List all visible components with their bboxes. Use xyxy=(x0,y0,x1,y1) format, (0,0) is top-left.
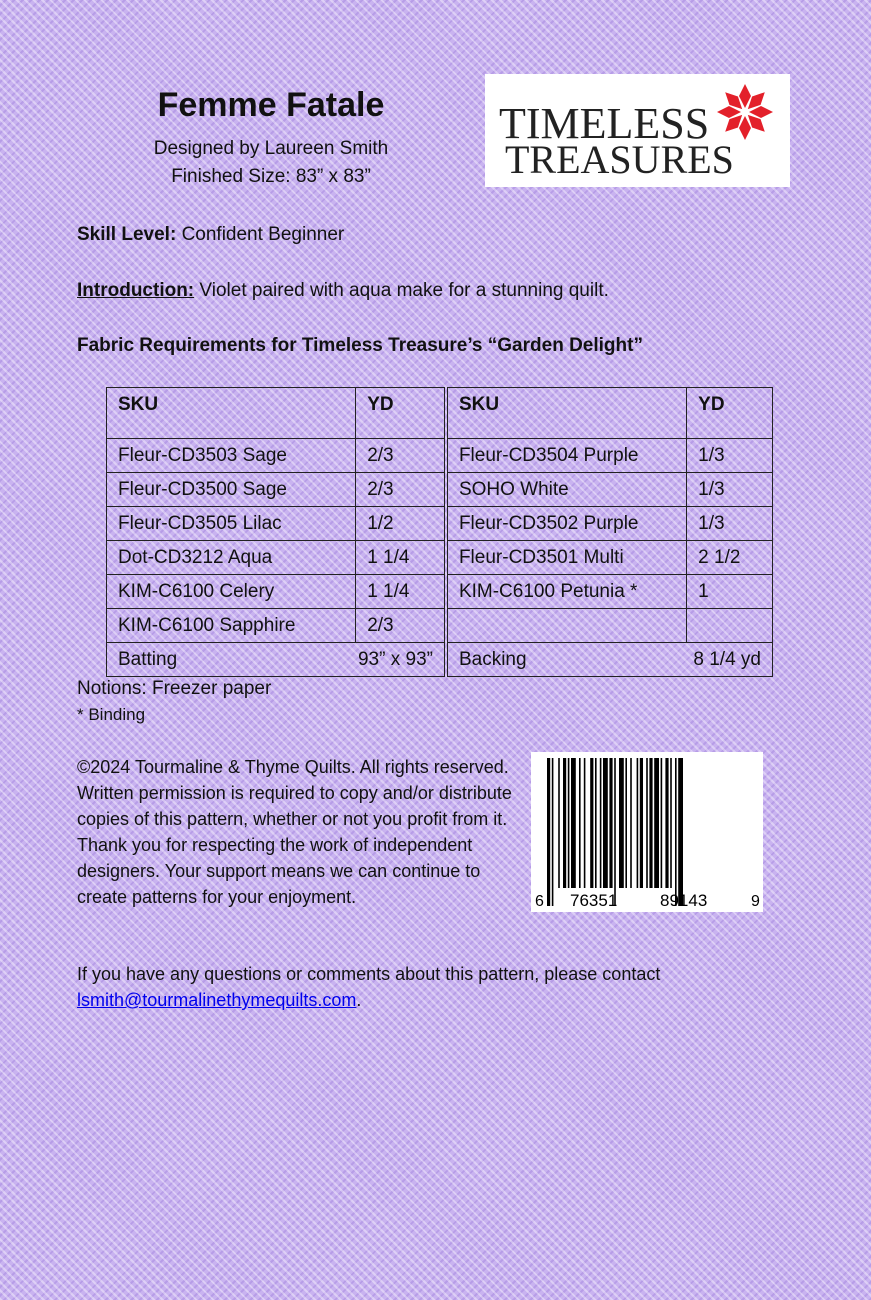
left-yd: 1 1/4 xyxy=(356,541,445,575)
left-yd: 1 1/4 xyxy=(356,575,445,609)
finished-size: Finished Size: 83” x 83” xyxy=(171,166,371,187)
fabric-heading: Fabric Requirements for Timeless Treasure’s “Garden Delight” xyxy=(77,335,643,356)
table-header-row xyxy=(107,388,773,439)
star-icon xyxy=(715,82,775,142)
header-sku-left: SKU xyxy=(107,388,356,439)
email-link[interactable]: lsmith@tourmalinethymequilts.com xyxy=(77,990,357,1010)
skill-label: Skill Level: xyxy=(77,224,177,245)
backing-value: 8 1/4 yd xyxy=(693,648,761,670)
header-yd-right: YD xyxy=(687,388,773,439)
intro-label: Introduction: xyxy=(77,280,195,301)
pattern-title: Femme Fatale xyxy=(157,86,385,124)
right-sku: Fleur-CD3504 Purple xyxy=(447,439,686,473)
designer-credit: Designed by Laureen Smith xyxy=(153,138,389,159)
right-yd: 1/3 xyxy=(687,439,773,473)
barcode-digit-4: 9 xyxy=(751,893,760,910)
batting-cell xyxy=(107,643,445,677)
table-row xyxy=(107,541,773,575)
barcode-digits-3: 89143 xyxy=(660,891,708,910)
table-row xyxy=(107,507,773,541)
left-yd: 2/3 xyxy=(356,439,445,473)
table-row xyxy=(107,439,773,473)
table-row xyxy=(107,473,773,507)
backing-cell xyxy=(447,643,772,677)
left-yd: 2/3 xyxy=(356,609,445,643)
timeless-treasures-logo xyxy=(485,74,790,187)
right-sku: SOHO White xyxy=(447,473,686,507)
barcode-digit-1: 6 xyxy=(535,893,544,910)
right-sku: Fleur-CD3501 Multi xyxy=(447,541,686,575)
notions: Notions: Freezer paper xyxy=(77,678,272,699)
left-yd: 2/3 xyxy=(356,473,445,507)
batting-value: 93” x 93” xyxy=(357,648,433,670)
skill-level xyxy=(77,224,344,246)
header-sku-right: SKU xyxy=(447,388,686,439)
left-sku: KIM-C6100 Celery xyxy=(107,575,356,609)
skill-value: Confident Beginner xyxy=(181,224,345,245)
header-yd-left: YD xyxy=(356,388,445,439)
right-sku xyxy=(447,609,686,643)
binding-note: * Binding xyxy=(77,705,146,724)
table-row xyxy=(107,609,773,643)
contact-end: . xyxy=(356,990,362,1010)
left-sku: Fleur-CD3503 Sage xyxy=(107,439,356,473)
copyright-notice: ©2024 Tourmaline & Thyme Quilts. All rights reserved. Written permission is required to copy and/or distribute copies of this pattern, whether or not you profit from it. Thank you for respecting the work of independent designers. Your support means we can continue to create patterns for your enjoyment. xyxy=(77,757,512,907)
right-yd: 1/3 xyxy=(687,507,773,541)
barcode-digits-2: 76351 xyxy=(570,891,618,910)
introduction xyxy=(77,280,609,302)
right-yd: 1/3 xyxy=(687,473,773,507)
contact-info xyxy=(77,961,797,1013)
table-row-totals xyxy=(107,643,773,677)
barcode-bars xyxy=(531,752,763,912)
left-sku: Fleur-CD3500 Sage xyxy=(107,473,356,507)
barcode xyxy=(531,752,763,912)
left-yd: 1/2 xyxy=(356,507,445,541)
right-sku: KIM-C6100 Petunia * xyxy=(447,575,686,609)
logo-line2: TREASURES xyxy=(505,137,734,182)
backing-label: Backing xyxy=(458,648,527,670)
right-yd xyxy=(687,609,773,643)
batting-label: Batting xyxy=(118,648,178,670)
right-sku: Fleur-CD3502 Purple xyxy=(447,507,686,541)
left-sku: Dot-CD3212 Aqua xyxy=(107,541,356,575)
contact-text: If you have any questions or comments about this pattern, please contact xyxy=(77,964,661,984)
left-sku: Fleur-CD3505 Lilac xyxy=(107,507,356,541)
table-row xyxy=(107,575,773,609)
fabric-table xyxy=(106,387,773,677)
left-sku: KIM-C6100 Sapphire xyxy=(107,609,356,643)
logo-line1: TIMELESS xyxy=(499,99,710,148)
right-yd: 2 1/2 xyxy=(687,541,773,575)
intro-value: Violet paired with aqua make for a stunning quilt. xyxy=(199,280,609,301)
right-yd: 1 xyxy=(687,575,773,609)
